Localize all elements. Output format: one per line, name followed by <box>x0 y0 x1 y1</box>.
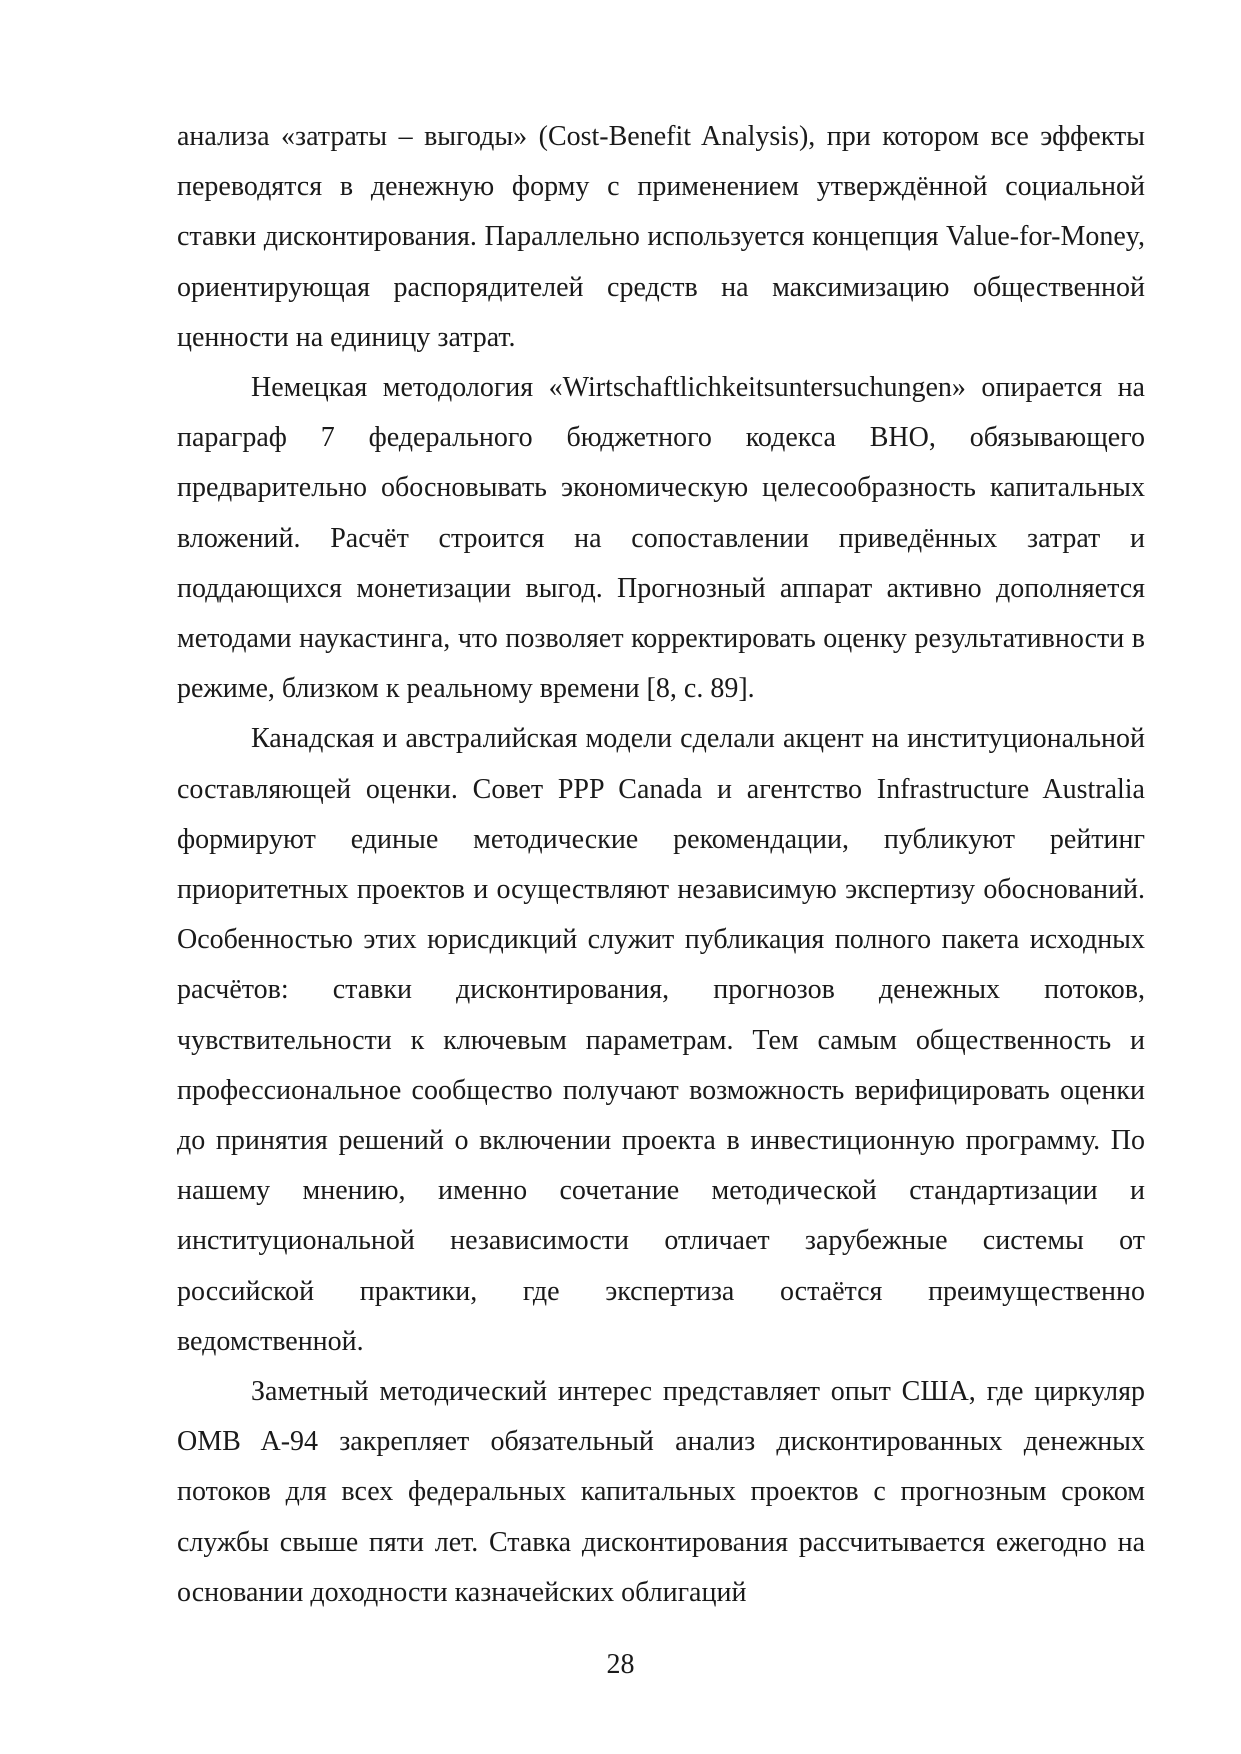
page-number: 28 <box>606 1649 635 1680</box>
paragraph-canada-australia: Канадская и австралийская модели сделали акцент на институциональной составляющей оценки. Совет PPP Canada и агентство Infrastructure Australia формируют единые методические рекомендации, публикуют рейтинг приоритетных проектов и осуществляют независимую экспертизу обоснований. Особенностью этих юрисдикций служит публикация полного пакета исходных расчётов: ставки дисконтирования, прогнозов денежных потоков, чувствительности к ключевым параметрам. Тем самым общественность и профессиональное сообщество получают возможность верифицировать оценки до принятия решений о включении проекта в инвестиционную программу. По нашему мнению, именно сочетание методической стандартизации и институциональной независимости отличает зарубежные системы от российской практики, где экспертиза остаётся преимущественно ведомственной. <box>177 723 1145 1357</box>
paragraph-continued: анализа «затраты – выгоды» (Cost-Benefit Analysis), при котором все эффекты переводятся в денежную форму с применением утверждённой социальной ставки дисконтирования. Параллельно используется концепция Value-for-Money, ориентирующая распорядителей средств на максимизацию общественной ценности на единицу затрат. <box>177 121 1145 353</box>
paragraph-usa: Заметный методический интерес представляет опыт США, где циркуляр OMB A-94 закрепляет обязательный анализ дисконтированных денежных потоков для всех федеральных капитальных проектов с прогнозным сроком службы свыше пяти лет. Ставка дисконтирования рассчитывается ежегодно на основании доходности казначейских облигаций <box>177 1376 1145 1608</box>
body-text <box>177 112 1145 1618</box>
paragraph-germany: Немецкая методология «Wirtschaftlichkeitsuntersuchungen» опирается на параграф 7 федерального бюджетного кодекса BHO, обязывающего предварительно обосновывать экономическую целесообразность капитальных вложений. Расчёт строится на сопоставлении приведённых затрат и поддающихся монетизации выгод. Прогнозный аппарат активно дополняется методами наукастинга, что позволяет корректировать оценку результативности в режиме, близком к реальному времени [8, с. 89]. <box>177 372 1145 705</box>
